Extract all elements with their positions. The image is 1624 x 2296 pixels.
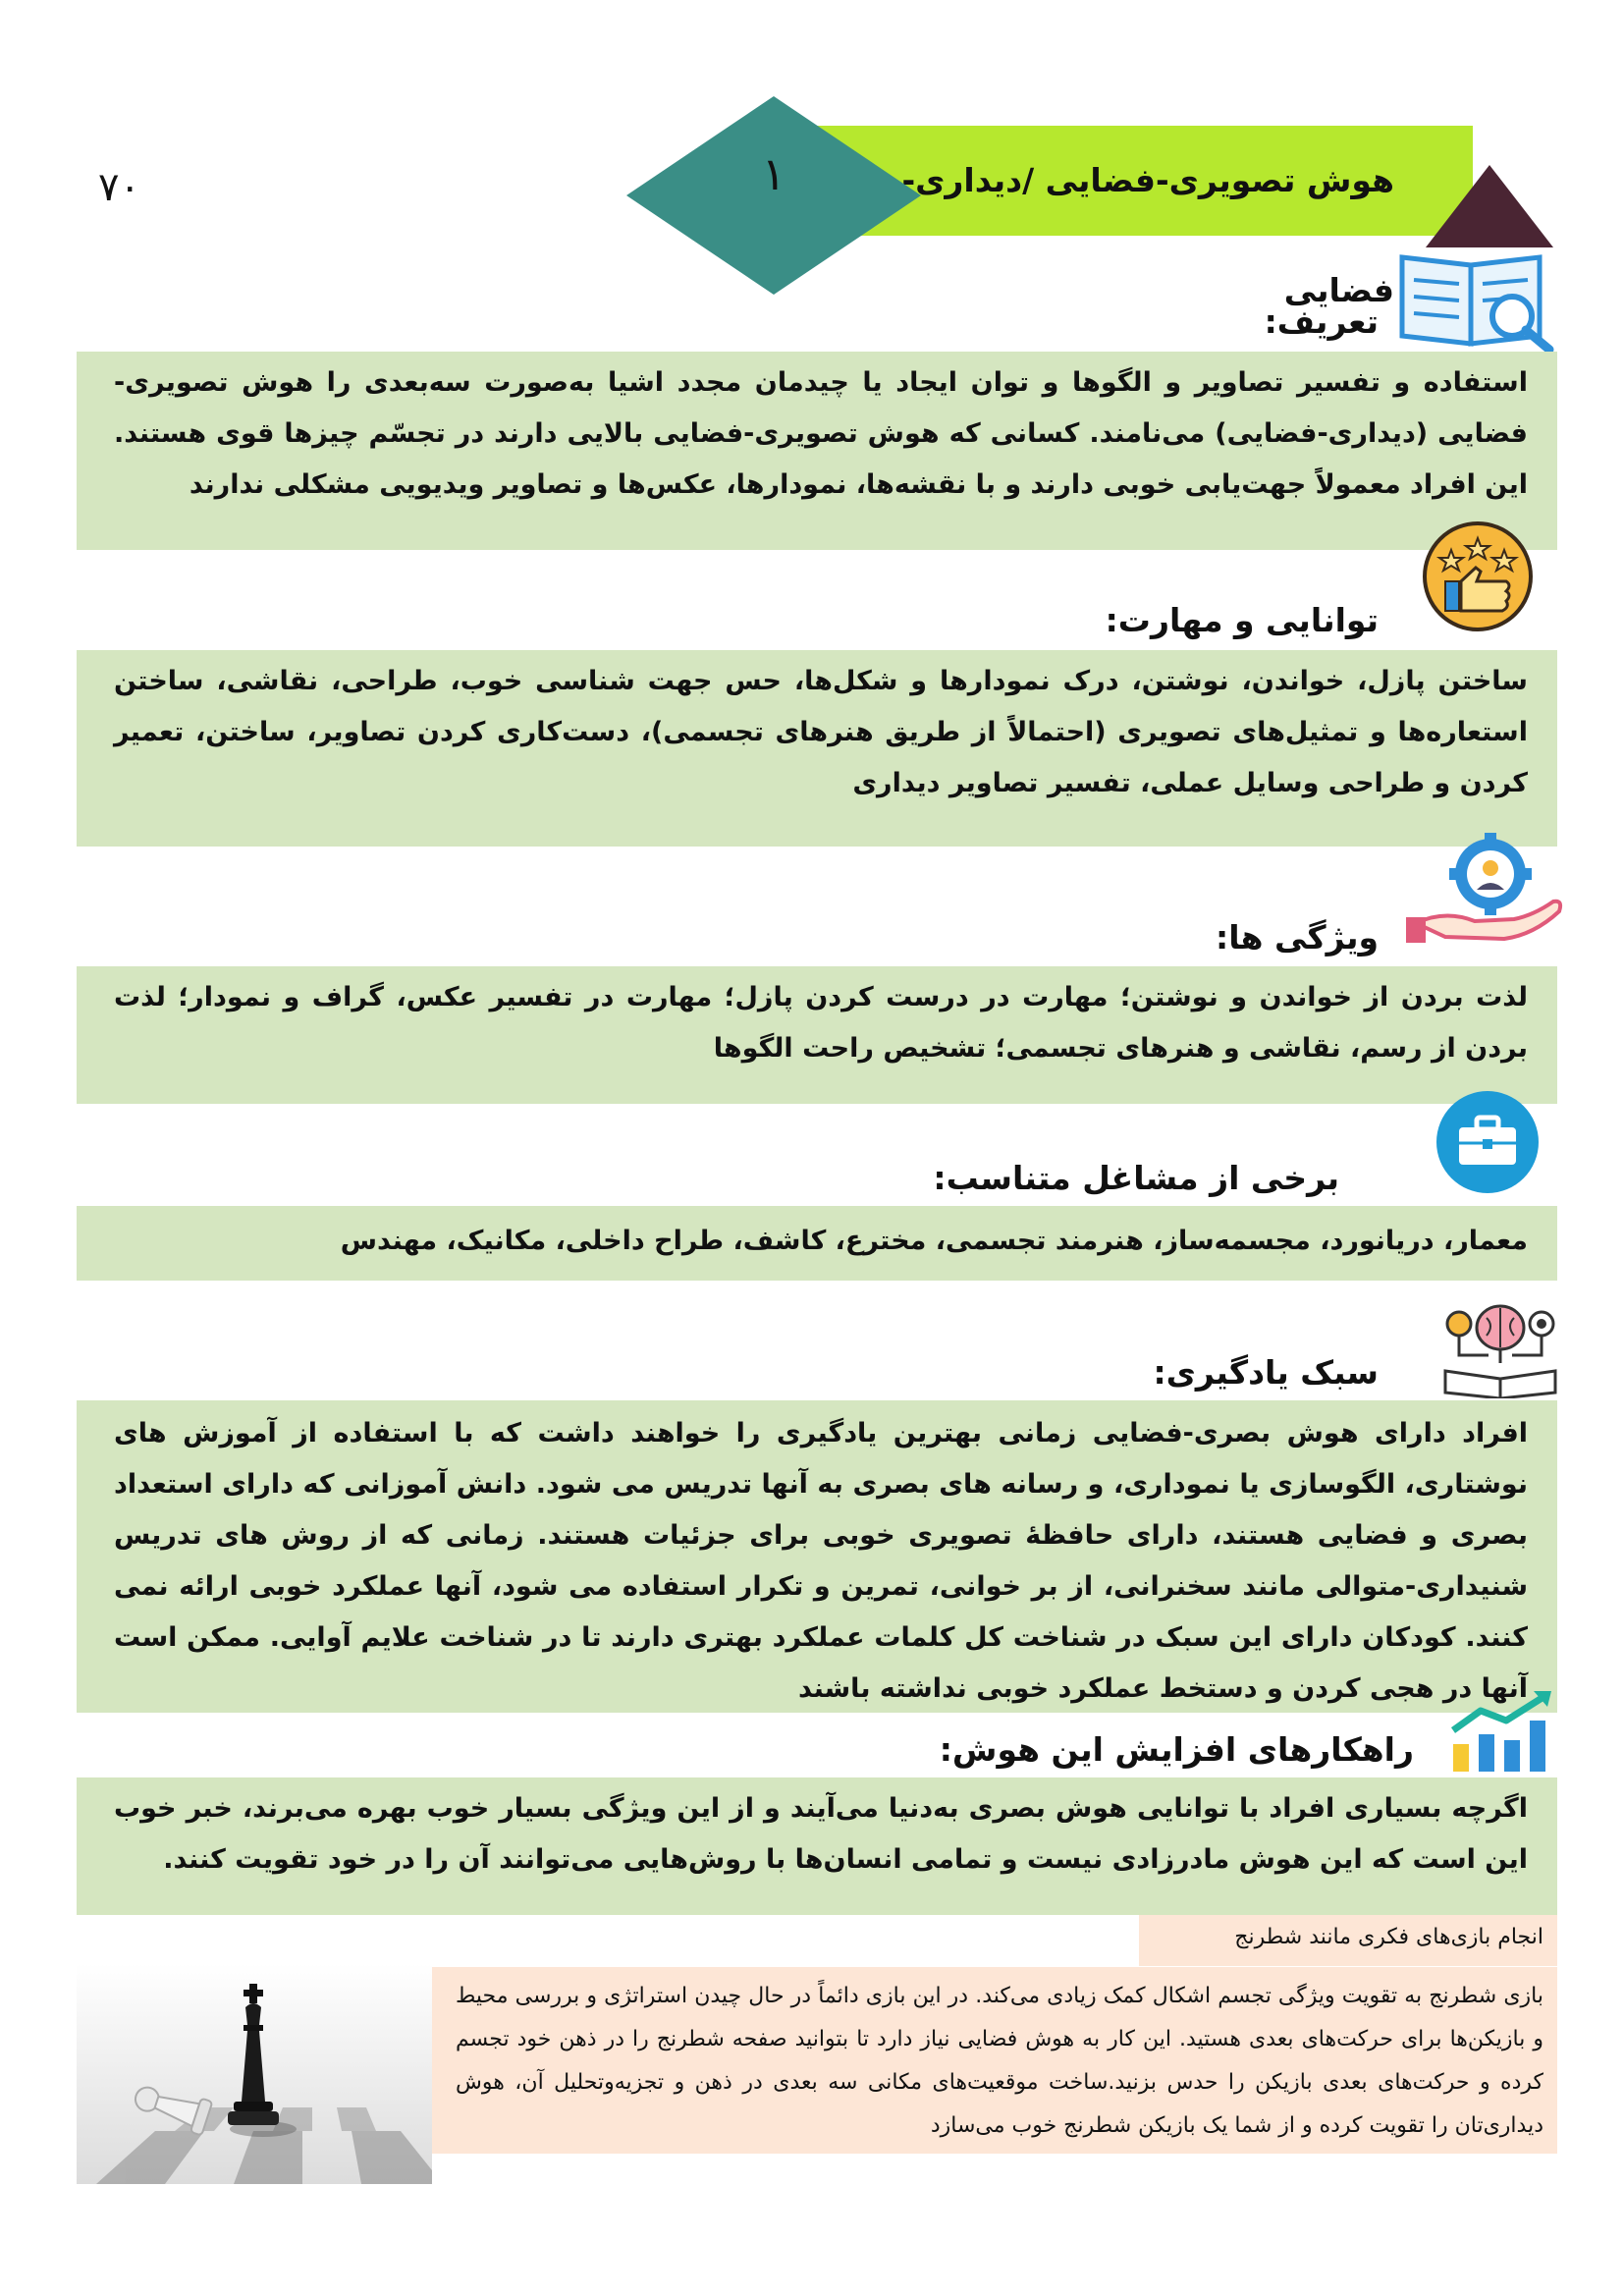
definition-box: [77, 352, 1557, 550]
learning-text: افراد دارای هوش بصری-فضایی زمانی بهترین یادگیری را خواهند داشت که با استفاده از آموزش های نوشتاری، الگوسازی یا نموداری، و رسانه های بصری به آنها تدریس می شود. دانش آموزانی که دارای استعداد بصری و فضایی هستند، دارای حافظهٔ تصویری خوبی برای جزئیات هستند. زمانی که از روش های تدریس شنیداری-متوالی مانند سخنرانی، از بر خوانی، تمرین و تکرار استفاده می شود، آنها عملکرد خوبی ارائه نمی کنند. کودکان دارای این سبک در شناخت کل کلمات عملکرد بهتری دارند تا در شناخت علایم آوایی. ممکن است آنها در هجی کردن و دستخط عملکرد خوبی نداشته باشند: [114, 1418, 1528, 1704]
chess-text: بازی شطرنج به تقویت ویژگی تجسم اشکال کمک زیادی می‌کند. در این بازی دائماً در حال چیدن استراتژی و بررسی محیط و بازیکن‌ها برای حرکت‌های بعدی هستید. این کار به هوش فضایی نیاز دارد تا بتوانید صفحه شطرنج را در ذهن خود تجسم کرده و حرکت‌های بعدی بازیکن را حدس بزنید.ساخت موقعیت‌های مکانی سه بعدی در ذهن و تجزیه‌وتحلیل آن، هوش دیداری‌تان را تقویت کرده و از شما یک بازیکن شطرنج خوب می‌سازد: [456, 1984, 1543, 2138]
hand-gear-person-icon: [1406, 833, 1571, 947]
features-heading: ویژگی ها:: [1216, 918, 1379, 957]
growth-chart-icon: [1449, 1691, 1553, 1772]
careers-heading: برخی از مشاغل متناسب:: [933, 1159, 1339, 1197]
careers-text: معمار، دریانورد، مجسمه‌ساز، هنرمند تجسمی، مخترع، کاشف، طراح داخلی، مکانیک، مهندس: [340, 1226, 1528, 1256]
chess-pieces-image: [77, 1964, 432, 2184]
careers-box: [77, 1206, 1557, 1281]
strategies-box: [77, 1777, 1557, 1915]
learning-heading: سبک یادگیری:: [1153, 1353, 1379, 1392]
briefcase-icon: [1435, 1090, 1540, 1194]
book-magnifier-icon: [1392, 246, 1559, 354]
triangle-shape: [1426, 165, 1553, 247]
learning-box: [77, 1400, 1557, 1713]
chess-text-box: [432, 1967, 1557, 2154]
page-title: هوش تصویری-فضایی /دیداری-فضایی: [901, 161, 1394, 309]
thumbs-up-stars-icon: [1422, 520, 1534, 632]
chess-title-box: [1139, 1915, 1557, 1966]
definition-text: استفاده و تفسیر تصاویر و الگوها و توان ایجاد یا چیدمان مجدد اشیا به‌صورت سه‌بعدی را هوش تصویری-فضایی (دیداری-فضایی) می‌نامند. کسانی که هوش تصویری-فضایی بالایی دارند در تجسّم چیزها قوی هستند. این افراد معمولاً جهت‌یابی خوبی دارند و با نقشه‌ها، نمودارها، عکس‌ها و تصاویر ویدیویی مشکلی ندارند: [114, 367, 1528, 500]
abilities-text: ساختن پازل، خواندن، نوشتن، درک نمودارها و شکل‌ها، حس جهت شناسی خوب، طراحی، نقاشی، ساختن استعاره‌ها و تمثیل‌های تصویری (احتمالاً از طریق هنرهای تجسمی)، دست‌کاری کردن تصاویر، ساختن، تعمیر کردن و طراحی وسایل عملی، تفسیر تصاویر دیداری: [114, 666, 1528, 798]
brain-book-icon: [1439, 1302, 1561, 1398]
definition-heading: تعریف:: [1264, 302, 1379, 341]
page-number: ۷۰: [98, 165, 140, 210]
strategies-heading: راهکارهای افزایش این هوش:: [939, 1730, 1414, 1769]
strategies-text: اگرچه بسیاری افراد با توانایی هوش بصری به‌دنیا می‌آیند و از این ویژگی بسیار خوب بهره می‌برند، خبر خوب این است که این هوش مادرزادی نیست و تمامی انسان‌ها با روش‌هایی می‌توانند آن را در خود تقویت کنند.: [114, 1793, 1528, 1875]
abilities-heading: توانایی و مهارت:: [1105, 601, 1379, 639]
chess-title: انجام بازی‌های فکری مانند شطرنج: [1234, 1925, 1543, 1949]
features-text: لذت بردن از خواندن و نوشتن؛ مهارت در درست کردن پازل؛ مهارت در تفسیر عکس، گراف و نمودار؛ لذت بردن از رسم، نقاشی و هنرهای تجسمی؛ تشخیص راحت الگوها: [114, 982, 1528, 1064]
features-box: [77, 966, 1557, 1104]
abilities-box: [77, 650, 1557, 847]
section-number: ۱: [761, 147, 786, 200]
